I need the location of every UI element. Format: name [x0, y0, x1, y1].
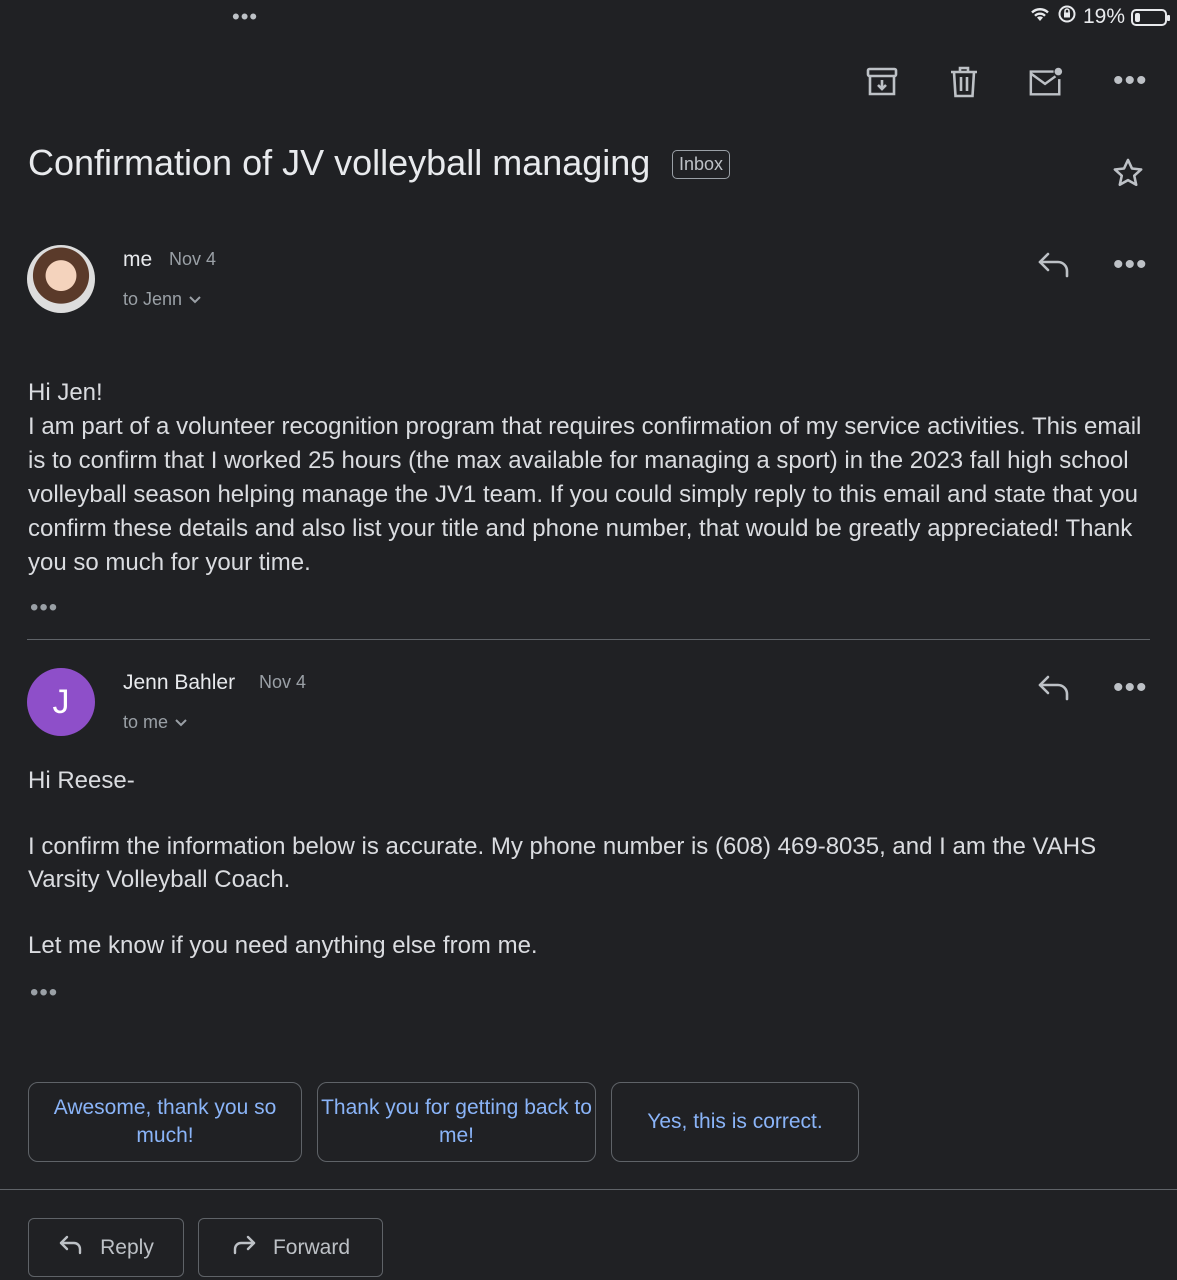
inbox-label[interactable]: Inbox	[672, 150, 730, 179]
show-trimmed-content[interactable]: •••	[30, 979, 59, 1006]
message-body	[28, 764, 1153, 962]
battery-icon	[1131, 9, 1167, 26]
greeting: Hi Jen!	[28, 379, 103, 406]
reply-label: Reply	[100, 1235, 154, 1259]
reply-icon	[58, 1234, 84, 1262]
forward-label: Forward	[272, 1235, 351, 1259]
recipient-label: to me	[123, 712, 169, 732]
body-paragraph: I confirm the information below is accurate. My phone number is (608) 469-8035, and I am the VAHS Varsity Volleyball Coach.	[28, 833, 1097, 893]
archive-icon[interactable]	[864, 64, 900, 100]
sender-name: Jenn Bahler	[123, 671, 236, 694]
forward-button[interactable]	[198, 1218, 383, 1277]
smart-reply-chip[interactable]: Yes, this is correct.	[611, 1082, 859, 1162]
smart-reply-chip[interactable]: Thank you for getting back to me!	[317, 1082, 596, 1162]
more-icon[interactable]: •••	[1113, 64, 1148, 97]
recipient-label: to Jenn	[123, 289, 183, 309]
sender-name: me	[123, 248, 153, 271]
smart-reply-chip[interactable]: Awesome, thank you so much!	[28, 1082, 302, 1162]
message-date: Nov 4	[259, 672, 307, 692]
reply-button[interactable]	[28, 1218, 184, 1277]
reply-icon[interactable]	[1036, 250, 1072, 285]
battery-percent: 19%	[1082, 5, 1125, 28]
recipient-toggle[interactable]	[123, 289, 202, 310]
email-subject: Confirmation of JV volleyball managing	[28, 142, 651, 183]
action-divider	[0, 1189, 1177, 1190]
message-more-icon[interactable]: •••	[1113, 671, 1148, 704]
recipient-toggle[interactable]	[123, 712, 188, 733]
orientation-lock-icon	[1057, 4, 1077, 30]
chevron-down-icon	[188, 289, 202, 310]
battery-level	[1135, 13, 1140, 22]
greeting: Hi Reese-	[28, 767, 135, 794]
wifi-icon	[1029, 5, 1051, 29]
message-more-icon[interactable]: •••	[1113, 248, 1148, 281]
body-paragraph: Let me know if you need anything else from me.	[28, 932, 538, 959]
trash-icon[interactable]	[946, 64, 982, 100]
message-date: Nov 4	[169, 249, 217, 269]
avatar[interactable]: J	[27, 668, 95, 736]
status-bar-right	[1029, 4, 1167, 30]
message-divider	[27, 639, 1150, 640]
multitasking-dots[interactable]: •••	[232, 4, 259, 29]
star-icon[interactable]	[1111, 156, 1145, 195]
message-body	[28, 376, 1153, 580]
chevron-down-icon	[174, 712, 188, 733]
body-paragraph: I am part of a volunteer recognition program that requires confirmation of my service activities. This email is to confirm that I worked 25 hours (the max available for managing a sport) in the 2023 fall high school volleyball season helping manage the JV1 team. If you could simply reply to this email and state that you confirm these details and also list your title and phone number, that would be greatly appreciated! Thank you so much for your time.	[28, 413, 1142, 576]
forward-icon	[231, 1234, 257, 1262]
mark-unread-icon[interactable]	[1028, 64, 1064, 100]
reply-icon[interactable]	[1036, 673, 1072, 708]
show-trimmed-content[interactable]: •••	[30, 594, 59, 621]
avatar[interactable]	[27, 245, 95, 313]
